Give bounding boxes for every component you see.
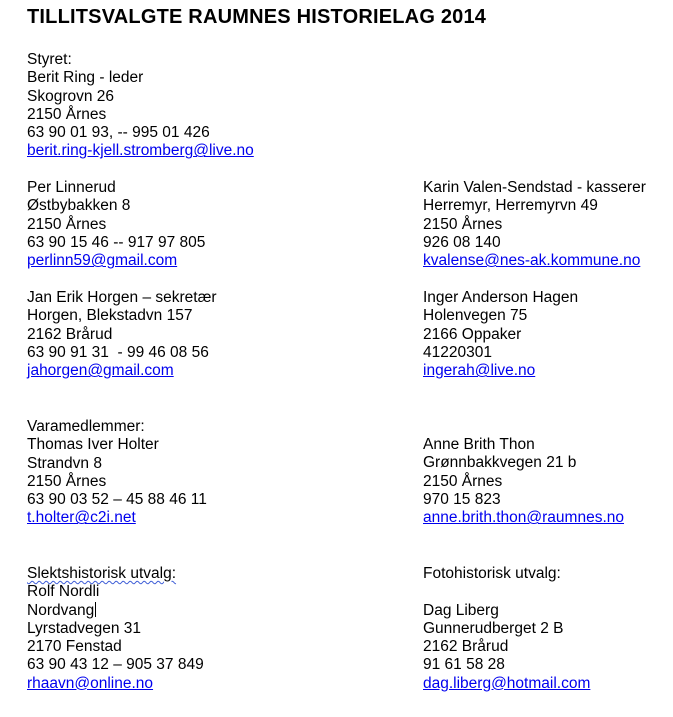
member-postal: 2150 Årnes xyxy=(423,215,503,233)
member-phone: 63 90 91 31 - 99 46 08 56 xyxy=(27,343,209,361)
member-phone: 63 90 03 52 – 45 88 46 11 xyxy=(27,491,207,509)
member-street: Strandvn 8 xyxy=(27,454,102,472)
member-email-link[interactable]: ingerah@live.no xyxy=(423,362,536,380)
member-place[interactable] xyxy=(27,602,204,620)
leader-email-link[interactable]: berit.ring-kjell.stromberg@live.no xyxy=(27,142,254,160)
photo-heading: Fotohistorisk utvalg: xyxy=(423,565,561,582)
member-postal: 2170 Fenstad xyxy=(27,638,122,656)
member-postal: 2150 Årnes xyxy=(27,472,107,490)
member-name: Dag Liberg xyxy=(423,601,499,619)
board-heading: Styret: xyxy=(27,51,72,68)
deputy-member-card xyxy=(423,436,624,527)
document-title: TILLITSVALGTE RAUMNES HISTORIELAG 2014 xyxy=(27,6,487,28)
member-name: Jan Erik Horgen – sekretær xyxy=(27,289,217,306)
photo-committee-block xyxy=(423,565,590,693)
member-street: Lyrstadvegen 31 xyxy=(27,619,142,637)
deputies-heading: Varamedlemmer: xyxy=(27,418,145,435)
member-phone: 63 90 15 46 -- 917 97 805 xyxy=(27,233,206,251)
member-postal: 2150 Årnes xyxy=(27,215,107,233)
member-email-link[interactable]: t.holter@c2i.net xyxy=(27,509,136,527)
member-email-link[interactable]: dag.liberg@hotmail.com xyxy=(423,674,591,692)
member-postal: 2166 Oppaker xyxy=(423,325,522,343)
member-name: Anne Brith Thon xyxy=(423,436,535,453)
board-member-card xyxy=(27,179,205,270)
genealogy-committee-block xyxy=(27,565,204,693)
member-street: Gunnerudberget 2 B xyxy=(423,619,564,637)
member-street: Herremyr, Herremyrvn 49 xyxy=(423,197,598,215)
member-place-text: Nordvang xyxy=(27,601,95,619)
member-name: Thomas Iver Holter xyxy=(27,436,159,454)
leader-postal: 2150 Årnes xyxy=(27,105,107,123)
board-member-card xyxy=(27,289,217,380)
member-email-link[interactable]: rhaavn@online.no xyxy=(27,674,154,692)
board-leader-block xyxy=(27,51,254,161)
member-phone: 41220301 xyxy=(423,343,492,361)
member-email-link[interactable]: anne.brith.thon@raumnes.no xyxy=(423,509,625,527)
genealogy-heading-text: Slektshistorisk utvalg: xyxy=(27,565,177,582)
member-email-link[interactable]: perlinn59@gmail.com xyxy=(27,252,178,270)
member-phone: 970 15 823 xyxy=(423,490,501,508)
deputy-block xyxy=(27,418,207,528)
member-name: Karin Valen-Sendstad - kasserer xyxy=(423,179,646,196)
member-street: Grønnbakkvegen 21 b xyxy=(423,454,577,472)
member-postal: 2150 Årnes xyxy=(423,472,503,490)
member-email-link[interactable]: kvalense@nes-ak.kommune.no xyxy=(423,252,641,270)
text-cursor xyxy=(95,602,96,617)
member-email-link[interactable]: jahorgen@gmail.com xyxy=(27,362,174,380)
member-street: Østbybakken 8 xyxy=(27,197,131,215)
member-name: Per Linnerud xyxy=(27,179,116,196)
board-member-card xyxy=(423,179,646,270)
member-phone: 63 90 43 12 – 905 37 849 xyxy=(27,656,204,674)
member-phone: 91 61 58 28 xyxy=(423,656,505,674)
board-member-card xyxy=(423,289,578,380)
leader-street: Skogrovn 26 xyxy=(27,87,115,105)
blank-line xyxy=(423,583,590,601)
member-name: Rolf Nordli xyxy=(27,583,100,601)
member-phone: 926 08 140 xyxy=(423,233,501,251)
member-postal: 2162 Brårud xyxy=(423,638,509,656)
leader-phone: 63 90 01 93, -- 995 01 426 xyxy=(27,124,210,142)
member-street: Holenvegen 75 xyxy=(423,307,528,325)
member-postal: 2162 Brårud xyxy=(27,325,113,343)
genealogy-heading xyxy=(27,565,204,583)
member-street: Horgen, Blekstadvn 157 xyxy=(27,307,193,325)
member-name: Inger Anderson Hagen xyxy=(423,289,579,306)
leader-name: Berit Ring - leder xyxy=(27,69,144,87)
